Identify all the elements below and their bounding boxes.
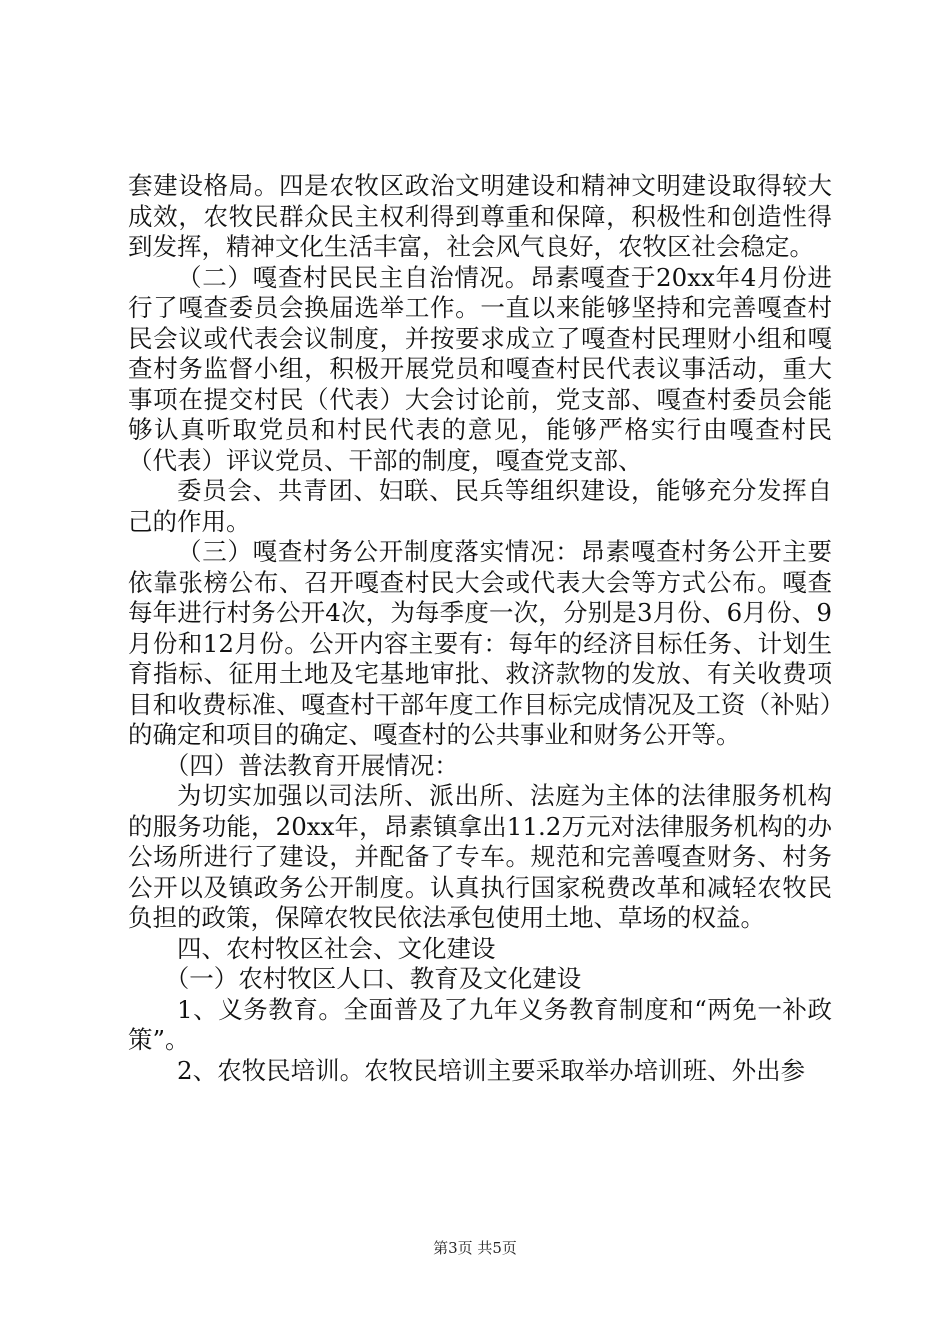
- paragraph-9: 1、义务教育。全面普及了九年义务教育制度和“两免一补政策”。: [128, 994, 832, 1054]
- page-footer: [0, 1238, 950, 1258]
- paragraph-6: 为切实加强以司法所、派出所、法庭为主体的法律服务机构的服务功能，20xx年，昂素镇拿出11.2万元对法律服务机构的办公场所进行了建设，并配备了专车。规范和完善嘎查财务、村务公开以及镇政务公开制度。认真执行国家税费改革和减轻农牧民负担的政策，保障农牧民依法承包使用土地、草场的权益。: [128, 781, 832, 932]
- paragraph-1: 套建设格局。四是农牧区政治文明建设和精神文明建设取得较大成效，农牧民群众民主权利得到尊重和保障，积极性和创造性得到发挥，精神文化生活丰富，社会风气良好，农牧区社会稳定。: [128, 171, 832, 261]
- subsection-heading-1: （一）农村牧区人口、教育及文化建设: [164, 964, 582, 993]
- paragraph-10: 2、农牧民培训。农牧民培训主要采取举办培训班、外出参: [177, 1055, 806, 1085]
- page-indicator: 第3页 共5页: [433, 1239, 517, 1257]
- document-body: [128, 171, 832, 1086]
- paragraph-2: （二）嘎查村民民主自治情况。昂素嘎查于20xx年4月份进行了嘎查委员会换届选举工作。一直以来能够坚持和完善嘎查村民会议或代表会议制度，并按要求成立了嘎查村民理财小组和嘎查村务监督小组，积极开展党员和嘎查村民代表议事活动，重大事项在提交村民（代表）大会讨论前，党支部、嘎查村委员会能够认真听取党员和村民代表的意见，能够严格实行由嘎查村民（代表）评议党员、干部的制度，嘎查党支部、: [128, 262, 832, 475]
- paragraph-3: 委员会、共青团、妇联、民兵等组织建设，能够充分发挥自己的作用。: [128, 476, 832, 536]
- section-heading-4: 四、农村牧区社会、文化建设: [177, 933, 496, 963]
- paragraph-5-heading: （四）普法教育开展情况：: [164, 750, 459, 780]
- paragraph-4: （三）嘎查村务公开制度落实情况：昂素嘎查村务公开主要依靠张榜公布、召开嘎查村民大会或代表大会等方式公布。嘎查每年进行村务公开4次，为每季度一次，分别是3月份、6月份、9月份和12月份。公开内容主要有：每年的经济目标任务、计划生育指标、征用土地及宅基地审批、救济款物的发放、有关收费项目和收费标准、嘎查村干部年度工作目标完成情况及工资（补贴）的确定和项目的确定、嘎查村的公共事业和财务公开等。: [128, 537, 832, 749]
